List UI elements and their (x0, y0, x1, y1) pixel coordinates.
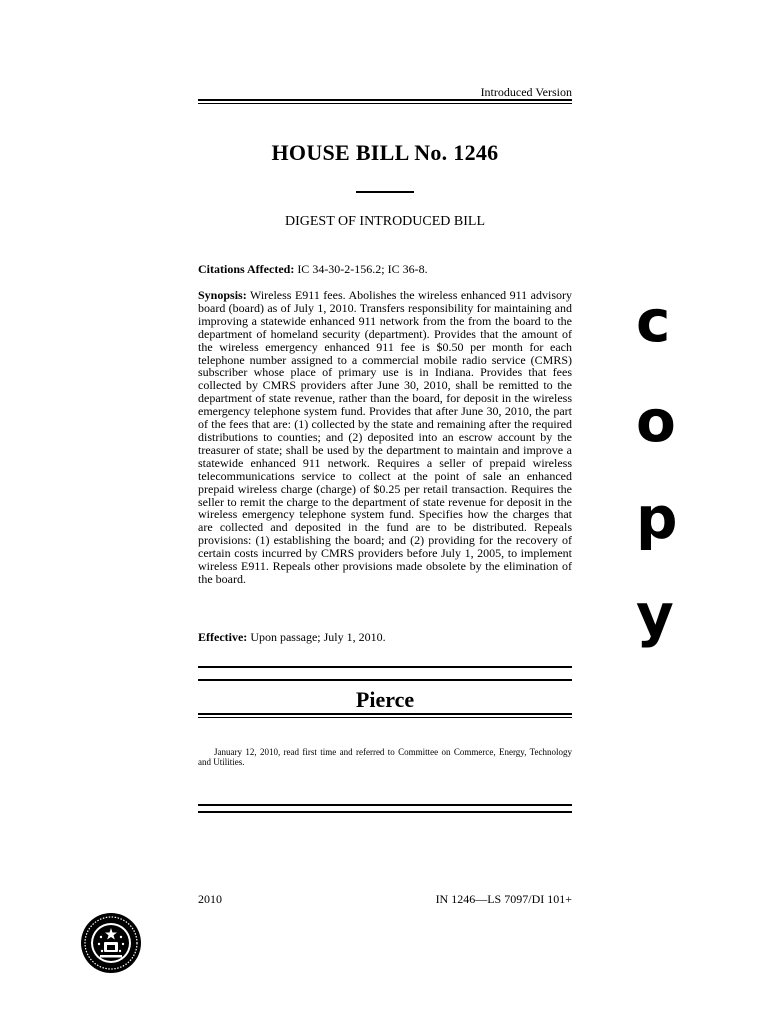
footer-rule-lower (198, 811, 572, 813)
author-name: Pierce (355, 687, 415, 712)
citations-text: IC 34-30-2-156.2; IC 36-8. (297, 262, 428, 276)
synopsis-paragraph (198, 289, 572, 586)
synopsis-text: Wireless E911 fees. Abolishes the wireless enhanced 911 advisory board (board) as of July 1, 2010. Transfers responsibility for maintaining and improving a statewide enhanced 911 network from the from the board to the department of homeland security (department). Provides that the amount of the wireless emergency enhanced 911 fee is $0.50 per month for each telephone number assigned to a commercial mobile radio service (CMRS) subscriber whose place of primary use is in Indiana. Provides that fees collected by CMRS providers after June 30, 2010, shall be remitted to the department of state revenue, rather than the board, for deposit in the wireless emergency telephone system fund. Provides that after June 30, 2010, the part of the fees that are: (1) collected by the state and remaining after the required distributions to counties; and (2) deposited into an escrow account by the treasurer of state; shall be used by the department to maintain and improve a statewide enhanced 911 network. Requires a seller of prepaid wireless telecommunications service to collect at the point of sale an enhanced prepaid wireless charge (charge) of $0.25 per retail transaction. Requires the seller to remit the charge to the department of state revenue for deposit in the wireless emergency telephone system fund. Specifies how the charges that are collected and deposited in the fund are to be distributed. Repeals provisions: (1) establishing the board; and (2) providing for the recovery of certain costs incurred by CMRS providers before July 1, 2005, to implement wireless E911. Repeals other provisions made obsolete by the elimination of the board. (198, 288, 572, 586)
footer-year: 2010 (198, 892, 222, 906)
author-rule-top (198, 666, 572, 668)
footer-code: IN 1246—LS 7097/DI 101+ (435, 892, 572, 906)
title-divider (356, 191, 414, 193)
effective-label: Effective: (198, 630, 248, 644)
copy-watermark-letter: o (636, 387, 676, 455)
copy-watermark-letter: y (636, 581, 674, 649)
effective-paragraph (198, 630, 572, 645)
author-rule-bottom (198, 713, 572, 718)
footer-rule-upper (198, 804, 572, 806)
author-rule-upper (198, 679, 572, 681)
copy-watermark-letter: c (636, 287, 671, 355)
citations-label: Citations Affected: (198, 262, 295, 276)
legislative-history: January 12, 2010, read first time and referred to Committee on Commerce, Energy, Technology and Utilities. (198, 747, 572, 767)
bill-title: HOUSE BILL No. 1246 (271, 140, 499, 165)
synopsis-label: Synopsis: (198, 288, 247, 302)
copy-watermark-letter: p (636, 484, 678, 552)
state-seal-icon (80, 912, 142, 974)
citations-paragraph (198, 262, 572, 277)
digest-heading: DIGEST OF INTRODUCED BILL (284, 214, 485, 229)
effective-text: Upon passage; July 1, 2010. (250, 630, 386, 644)
header-rule (198, 99, 572, 104)
version-label: Introduced Version (480, 85, 572, 99)
